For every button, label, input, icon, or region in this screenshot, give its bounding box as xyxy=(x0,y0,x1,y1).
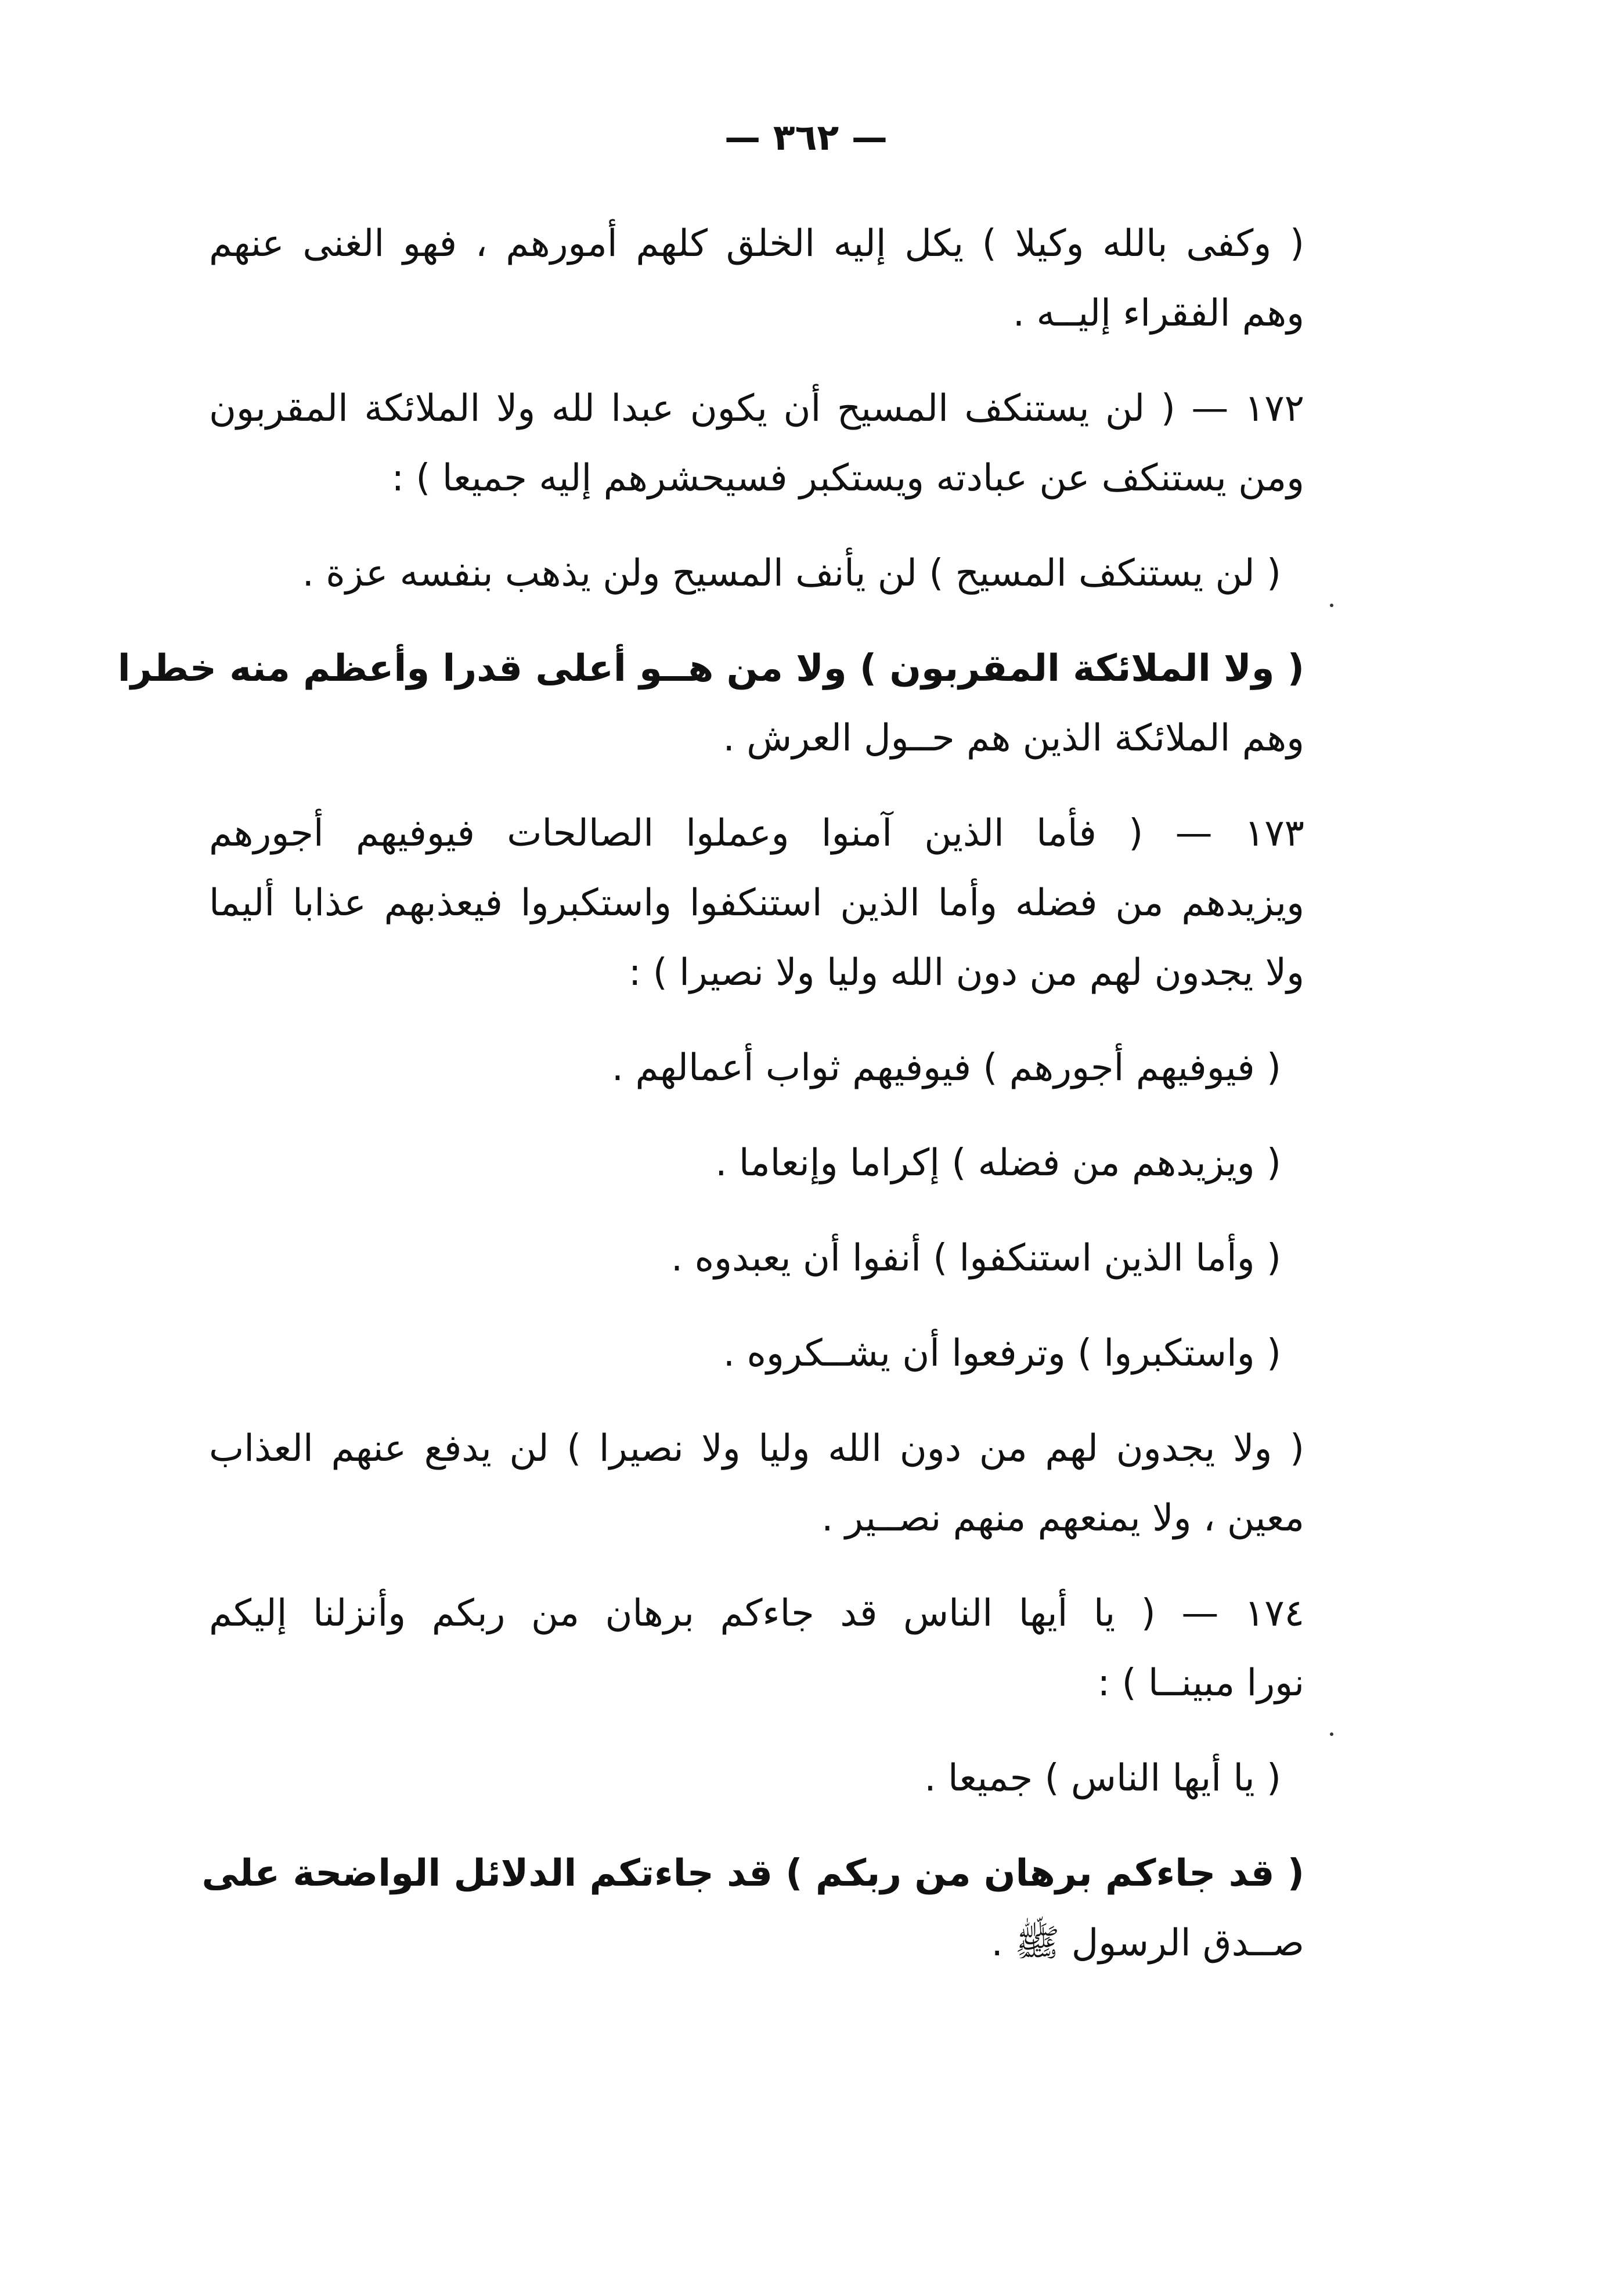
verse-heading-line: ١٧٢ — ( لن يستنكف المسيح أن يكون عبدا لله ولا الملائكة المقربون xyxy=(209,387,1304,430)
paragraph-line: ( ولا يجدون لهم من دون الله وليا ولا نصيرا ) لن يدفع عنهم العذاب xyxy=(209,1427,1304,1470)
paragraph-line: صــدق الرسول ﷺ . xyxy=(991,1922,1304,1965)
paragraph-line: ( يا أيها الناس ) جميعا . xyxy=(924,1757,1281,1800)
paragraph-line: ( فيوفيهم أجورهم ) فيوفيهم ثواب أعمالهم . xyxy=(611,1046,1281,1089)
verse-heading-line: ١٧٣ — ( فأما الذين آمنوا وعملوا الصالحات فيوفيهم أجورهم xyxy=(209,812,1304,855)
page-number: — ٣٦٢ — xyxy=(724,116,888,158)
paragraph-line: ( وأما الذين استنكفوا ) أنفوا أن يعبدوه . xyxy=(670,1237,1281,1280)
paragraph-line: وهم الفقراء إليــه . xyxy=(1012,292,1304,335)
paragraph-line: ولا يجدون لهم من دون الله وليا ولا نصيرا ) : xyxy=(628,951,1304,994)
verse-heading-line: ١٧٤ — ( يا أيها الناس قد جاءكم برهان من ربكم وأنزلنا إليكم xyxy=(209,1592,1304,1635)
paragraph-line: معين ، ولا يمنعهم منهم نصــير . xyxy=(821,1497,1304,1540)
scan-speck xyxy=(1330,604,1333,607)
paragraph-line: ويزيدهم من فضله وأما الذين استنكفوا واستكبروا فيعذبهم عذابا أليما xyxy=(209,882,1304,925)
paragraph-line: ومن يستنكف عن عبادته ويستكبر فسيحشرهم إليه جميعا ) : xyxy=(391,457,1304,500)
paragraph-line: ( وكفى بالله وكيلا ) يكل إليه الخلق كلهم أمورهم ، فهو الغنى عنهم xyxy=(209,222,1304,265)
paragraph-line: ( ويزيدهم من فضله ) إكراما وإنعاما . xyxy=(715,1142,1281,1185)
scan-speck xyxy=(1330,1732,1333,1736)
paragraph-line: ( لن يستنكف المسيح ) لن يأنف المسيح ولن يذهب بنفسه عزة . xyxy=(302,552,1281,595)
paragraph-line: ( قد جاءكم برهان من ربكم ) قد جاءتكم الدلائل الواضحة على xyxy=(201,1852,1304,1895)
paragraph-line: وهم الملائكة الذين هم حــول العرش . xyxy=(723,717,1304,760)
paragraph-line: ( واستكبروا ) وترفعوا أن يشــكروه . xyxy=(723,1332,1281,1375)
paragraph-line: نورا مبينــا ) : xyxy=(1097,1662,1304,1705)
page-body xyxy=(117,209,1304,1978)
paragraph-line: ( ولا الملائكة المقربون ) ولا من هــو أعلى قدرا وأعظم منه خطرا xyxy=(117,647,1304,690)
